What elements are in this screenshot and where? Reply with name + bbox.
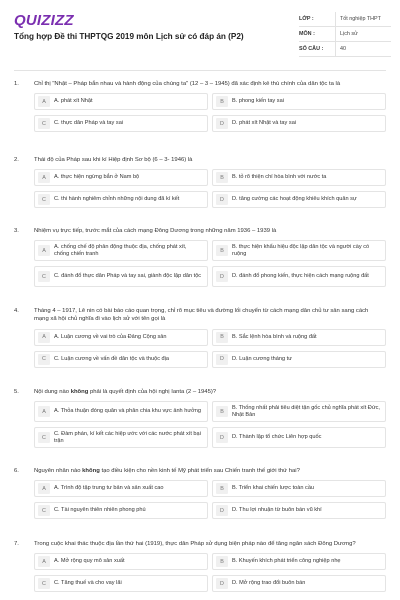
option-text: D. tăng cường các hoạt động khiêu khích quân sự: [232, 196, 357, 203]
option-c[interactable]: [34, 115, 208, 132]
question-2: [14, 156, 386, 208]
question-text: Thái độ của Pháp sau khi kí Hiệp định Sơ bộ (6 – 3- 1946) là: [34, 157, 193, 163]
option-d[interactable]: [212, 575, 386, 592]
question-number: 2.: [14, 157, 19, 163]
option-letter: A: [38, 483, 50, 494]
option-text: B. Thống nhất phải tiêu diệt tận gốc chủ nghĩa phát xít Đức, Nhật Bản: [232, 404, 380, 418]
question-text: Nhiệm vụ trực tiếp, trước mắt của cách mạng Đông Dương trong những năm 1936 – 1939 là: [34, 228, 277, 234]
option-d[interactable]: [212, 191, 386, 208]
option-text: B. Sắc lệnh hòa bình và ruộng đất: [232, 333, 317, 340]
question-text: Tháng 4 – 1917, Lê nin có bài báo cáo quan trọng, chỉ rõ mục tiêu và đường lối chuyển từ cách mạng dân chủ tư sản sang cách mạng xã hội chủ nghĩa đi vào lịch sử với tên gọi là: [34, 308, 369, 323]
question-5: [14, 388, 386, 448]
question-number: 6.: [14, 468, 19, 474]
question-7: [14, 540, 386, 592]
option-letter: C: [38, 194, 50, 205]
option-text: B. tỏ rõ thiện chí hòa bình với nước ta: [232, 174, 327, 181]
option-c[interactable]: [34, 351, 208, 368]
option-text: C. Luận cương về vấn đề dân tộc và thuộc địa: [54, 355, 170, 362]
option-d[interactable]: [212, 115, 386, 132]
option-text: B. thực hiện khẩu hiệu độc lập dân tộc và người cày có ruộng: [232, 243, 370, 257]
worksheet-meta-table: [299, 12, 391, 57]
option-c[interactable]: [34, 575, 208, 592]
question-text-part: Nguyên nhân nào: [34, 468, 83, 474]
question-3: [14, 227, 386, 287]
option-a[interactable]: [34, 480, 208, 497]
answer-options: [34, 240, 386, 287]
question-text: [34, 467, 386, 475]
question-text: Trong cuộc khai thác thuộc địa lần thứ hai (1919), thực dân Pháp sử dụng biện pháp nào để tăng ngân sách Đông Dương?: [34, 541, 356, 547]
meta-row-class: [299, 12, 391, 27]
option-letter: C: [38, 354, 50, 365]
option-letter: B: [216, 406, 228, 417]
option-text: A. chống chế độ phản động thuộc địa, chống phát xít, chống chiến tranh: [54, 243, 187, 257]
question-number: 3.: [14, 228, 19, 234]
answer-options: [34, 329, 386, 368]
option-d[interactable]: [212, 502, 386, 519]
option-text: A. Thỏa thuận đóng quân và phân chia khu vực ảnh hưởng: [54, 408, 201, 415]
meta-key: LỚP :: [299, 16, 314, 22]
meta-row-subject: [299, 27, 391, 42]
question-number: 7.: [14, 541, 19, 547]
option-letter: B: [216, 245, 228, 256]
option-text: B. phong kiến tay sai: [232, 98, 284, 105]
option-letter: A: [38, 245, 50, 256]
option-letter: B: [216, 172, 228, 183]
meta-row-question-count: [299, 42, 391, 57]
worksheet-title: Tổng hợp Đề thi THPTQG 2019 môn Lịch sử có đáp án (P2): [14, 32, 244, 41]
option-text: C. thực dân Pháp và tay sai: [54, 120, 124, 127]
meta-key: SỐ CÂU :: [299, 46, 324, 52]
option-letter: D: [216, 271, 228, 282]
option-letter: D: [216, 578, 228, 589]
option-b[interactable]: [212, 240, 386, 261]
option-letter: C: [38, 118, 50, 129]
answer-options: [34, 401, 386, 448]
option-c[interactable]: [34, 191, 208, 208]
option-text: D. đánh đổ phong kiến, thực hiện cách mạng ruộng đất: [232, 273, 369, 280]
option-letter: D: [216, 194, 228, 205]
question-number: 1.: [14, 81, 19, 87]
option-letter: A: [38, 96, 50, 107]
option-text: D. Mở rộng trao đổi buôn bán: [232, 580, 306, 587]
quizizz-logo: QUIZIZZ: [14, 12, 74, 29]
option-letter: A: [38, 332, 50, 343]
question-4: [14, 307, 386, 368]
option-b[interactable]: [212, 480, 386, 497]
option-text: A. Mở rộng quy mô sản xuất: [54, 558, 125, 565]
option-b[interactable]: [212, 93, 386, 110]
meta-key: MÔN :: [299, 31, 315, 37]
answer-options: [34, 553, 386, 592]
option-b[interactable]: [212, 169, 386, 186]
option-letter: C: [38, 505, 50, 516]
option-letter: B: [216, 96, 228, 107]
option-b[interactable]: [212, 329, 386, 346]
option-letter: D: [216, 432, 228, 443]
option-text: B. Triển khai chiến lược toàn cầu: [232, 485, 315, 492]
question-number: 5.: [14, 389, 19, 395]
option-letter: A: [38, 172, 50, 183]
option-c[interactable]: [34, 427, 208, 448]
answer-options: [34, 480, 386, 519]
question-number: 4.: [14, 308, 19, 314]
question-text: [34, 388, 386, 396]
meta-value: 40: [335, 42, 391, 56]
worksheet-header: [0, 0, 400, 64]
option-text: C. thi hành nghiêm chỉnh những nội dung đã kí kết: [54, 196, 180, 203]
option-c[interactable]: [34, 266, 208, 287]
option-a[interactable]: [34, 169, 208, 186]
option-a[interactable]: [34, 553, 208, 570]
option-a[interactable]: [34, 401, 208, 422]
option-text: C. Đàm phán, kí kết các hiệp ước với các nước phát xít bại trận: [54, 430, 201, 444]
option-text: D. Thu lợi nhuận từ buôn bán vũ khí: [232, 507, 322, 514]
question-text-part: phải là quyết định của hội nghị Ianta (2 – 1945)?: [88, 389, 217, 395]
option-text: C. Tài nguyên thiên nhiên phong phú: [54, 507, 146, 514]
option-text: D. Thành lập tổ chức Liên hợp quốc: [232, 434, 322, 441]
option-text: A. phát xít Nhật: [54, 98, 93, 105]
option-a[interactable]: [34, 240, 208, 261]
option-d[interactable]: [212, 351, 386, 368]
option-text: C. đánh đổ thực dân Pháp và tay sai, giành độc lập dân tộc: [54, 273, 202, 280]
question-1: [14, 80, 386, 132]
header-divider: [14, 70, 386, 71]
option-text: A. Luận cương về vai trò của Đảng Cộng sản: [54, 333, 167, 340]
option-letter: A: [38, 406, 50, 417]
option-b[interactable]: [212, 401, 386, 422]
option-c[interactable]: [34, 502, 208, 519]
option-text: B. Khuyến khích phát triển công nghiệp nhẹ: [232, 558, 341, 565]
question-emphasis: không: [82, 468, 100, 474]
option-letter: B: [216, 332, 228, 343]
option-letter: B: [216, 556, 228, 567]
option-d[interactable]: [212, 427, 386, 448]
option-text: D. Luận cương tháng tư: [232, 355, 292, 362]
option-letter: D: [216, 505, 228, 516]
option-text: A. thực hiện ngừng bắn ở Nam bộ: [54, 174, 140, 181]
meta-value: Lịch sử: [335, 27, 391, 41]
meta-value: Tốt nghiệp THPT: [335, 12, 391, 26]
option-text: D. phát xít Nhật và tay sai: [232, 120, 297, 127]
answer-options: [34, 169, 386, 208]
option-text: C. Tăng thuế và cho vay lãi: [54, 580, 122, 587]
option-letter: A: [38, 556, 50, 567]
question-text-part: Nội dung nào: [34, 389, 71, 395]
question-text: Chỉ thị "Nhật – Pháp bắn nhau và hành động của chúng ta" (12 – 3 – 1945) đã xác định kẻ thù chính của dân tộc ta là: [34, 81, 341, 87]
option-a[interactable]: [34, 329, 208, 346]
option-a[interactable]: [34, 93, 208, 110]
option-letter: D: [216, 354, 228, 365]
question-6: [14, 467, 386, 519]
question-emphasis: không: [70, 389, 89, 395]
question-text-part: tạo điều kiện cho nền kinh tế Mỹ phát triển sau Chiến tranh thế giới thứ hai?: [99, 468, 300, 474]
option-letter: B: [216, 483, 228, 494]
option-letter: C: [38, 271, 50, 282]
option-letter: C: [38, 578, 50, 589]
option-letter: D: [216, 118, 228, 129]
option-letter: C: [38, 432, 50, 443]
option-text: A. Trình độ tập trung tư bản và sản xuất cao: [54, 485, 164, 492]
option-b[interactable]: [212, 553, 386, 570]
answer-options: [34, 93, 386, 132]
option-d[interactable]: [212, 266, 386, 287]
